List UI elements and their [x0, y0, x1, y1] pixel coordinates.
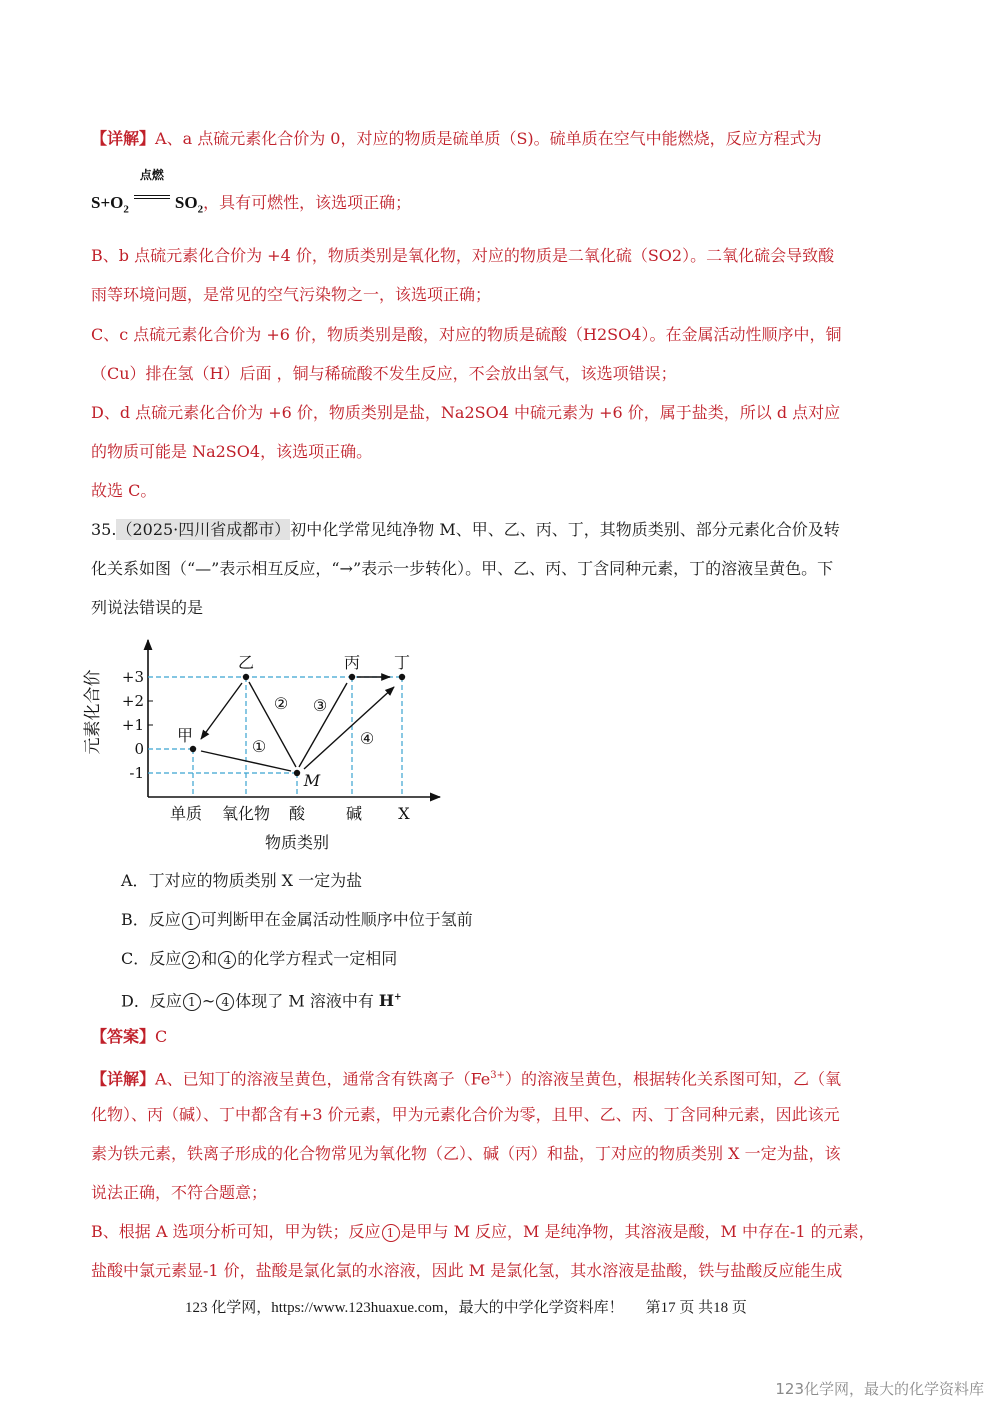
- node-label-bing: 丙: [343, 653, 361, 672]
- circled-number: 4: [216, 993, 234, 1011]
- node-point-yi: [243, 674, 249, 680]
- x-category-label: 氧化物: [221, 804, 271, 823]
- question-source-tag: （2025·四川省成都市）: [116, 520, 291, 539]
- explanation-a4: 说法正确，不符合题意；: [91, 1183, 268, 1202]
- explanation-tag: 【详解】: [91, 1069, 156, 1089]
- y-tick-label: -1: [129, 764, 144, 782]
- detail-d-line2: 的物质可能是 Na2SO4，该选项正确。: [91, 442, 373, 461]
- detail-a-text: A、a 点硫元素化合价为 0，对应的物质是硫单质（S)。硫单质在空气中能燃烧，反应方程式为: [155, 129, 822, 148]
- node-label-ding: 丁: [393, 653, 411, 672]
- equation-condition: 点燃: [139, 168, 164, 182]
- explanation-a2: 化物）、丙（碱）、丁中都含有+3 价元素，甲为元素化合价为零，且甲、乙、丙、丁含同种元素，因此该元: [91, 1105, 840, 1124]
- question-line2: 化关系如图（“—”表示相互反应，“→”表示一步转化）。甲、乙、丙、丁含同种元素，丁的溶液呈黄色。下: [91, 559, 834, 578]
- option-a[interactable]: A．丁对应的物质类别 X 一定为盐: [121, 871, 363, 890]
- x-category-label: 碱: [345, 804, 363, 823]
- y-tick-label: +3: [121, 668, 144, 686]
- option-c[interactable]: C．反应 2 和 4 的化学方程式一定相同: [121, 949, 398, 968]
- question-text: 初中化学常见纯净物 M、甲、乙、丙、丁，其物质类别、部分元素化合价及转: [290, 520, 840, 539]
- footer-site-link[interactable]: 123 化学网，https://www.123huaxue.com，最大的中学化学资料库！: [185, 1300, 624, 1316]
- circled-number: 2: [182, 951, 200, 969]
- option-d[interactable]: D．反应 1 ~ 4 体现了 M 溶液中有 H+: [121, 991, 402, 1011]
- x-axis-label: 物质类别: [264, 833, 330, 852]
- node-point-bing: [349, 674, 355, 680]
- question-line3: 列说法错误的是: [91, 598, 204, 617]
- node-label-yi: 乙: [237, 653, 255, 672]
- node-point-M: [294, 770, 300, 776]
- node-label-jia: 甲: [176, 726, 194, 745]
- circled-number: 1: [182, 912, 200, 930]
- question-number: 35.: [91, 520, 117, 539]
- detail-c-line1: C、c 点硫元素化合价为 +6 价，物质类别是酸，对应的物质是硫酸（H2SO4）。在金属活动性顺序中，铜: [91, 325, 842, 344]
- explanation-a1: 【详解】A、已知丁的溶液呈黄色，通常含有铁离子$(Fe^{3+})$的溶液呈黄色，根据转化关系图可知，乙（氧: [91, 1069, 842, 1089]
- detail-a-line2: ，具有可燃性，该选项正确；: [203, 193, 412, 212]
- x-category-label: 酸: [288, 804, 306, 823]
- answer-tag: 【答案】: [91, 1027, 156, 1046]
- detail-d-conclusion: 故选 C。: [91, 481, 157, 500]
- option-b[interactable]: B．反应 1 可判断甲在金属活动性顺序中位于氢前: [121, 910, 473, 929]
- reaction-label-3: ③: [312, 696, 328, 715]
- answer-line: [91, 1027, 167, 1047]
- reaction-label-2: ②: [273, 694, 289, 713]
- detail-c-line2: （Cu）排在氢（H）后面 ，铜与稀硫酸不发生反应，不会放出氢气，该选项错误；: [91, 364, 677, 383]
- reaction-label-4: ④: [359, 729, 375, 748]
- explanation-a3: 素为铁元素，铁离子形成的化合物常见为氧化物（乙）、碱（丙）和盐，丁对应的物质类别 X 一定为盐，该: [91, 1144, 841, 1163]
- y-tick-label: +2: [121, 692, 144, 710]
- hydrogen-ion: H+: [378, 991, 402, 1011]
- y-axis-label: 元素化合价: [83, 669, 103, 755]
- circled-number: 4: [218, 951, 236, 969]
- x-category-label: 单质: [169, 804, 203, 823]
- equation-left: $S+O_2$: [91, 193, 129, 216]
- x-category-label: X: [398, 804, 410, 823]
- page-footer: [185, 1296, 747, 1317]
- detail-b-line2: 雨等环境问题，是常见的空气污染物之一，该选项正确；: [91, 285, 492, 304]
- y-tick-label: +1: [121, 716, 144, 734]
- page-number: 第17 页 共18 页: [645, 1300, 747, 1316]
- node-point-jia: [190, 746, 196, 752]
- circled-number: 1: [183, 993, 201, 1011]
- answer-value: C: [155, 1027, 168, 1046]
- equation-right: $SO_2$: [174, 193, 204, 216]
- detail-tag: 【详解】: [91, 129, 156, 148]
- reaction-label-1: ①: [251, 737, 267, 756]
- arrow-yi-to-jia: [201, 683, 242, 739]
- explanation-b1: B、根据 A 选项分析可知，甲为铁；反应 1 是甲与 M 反应，M 是纯净物，其溶液是酸，M 中存在-1 的元素，: [91, 1222, 875, 1241]
- circled-number: 1: [382, 1224, 400, 1242]
- node-point-ding: [399, 674, 405, 680]
- detail-d-line1: D、d 点硫元素化合价为 +6 价，物质类别是盐，Na2SO4 中硫元素为 +6 价，属于盐类，所以 d 点对应: [91, 403, 841, 422]
- y-tick-label: 0: [134, 740, 144, 758]
- node-label-M: M: [303, 771, 321, 790]
- detail-b-line1: B、b 点硫元素化合价为 +4 价，物质类别是氧化物，对应的物质是二氧化硫（SO2）。二氧化硫会导致酸: [91, 246, 835, 265]
- explanation-b2: 盐酸中氯元素显-1 价，盐酸是氯化氯的水溶液，因此 M 是氯化氢，其水溶液是盐酸，铁与盐酸反应能生成: [91, 1261, 843, 1280]
- watermark: 123化学网，最大的化学资料库: [775, 1380, 984, 1398]
